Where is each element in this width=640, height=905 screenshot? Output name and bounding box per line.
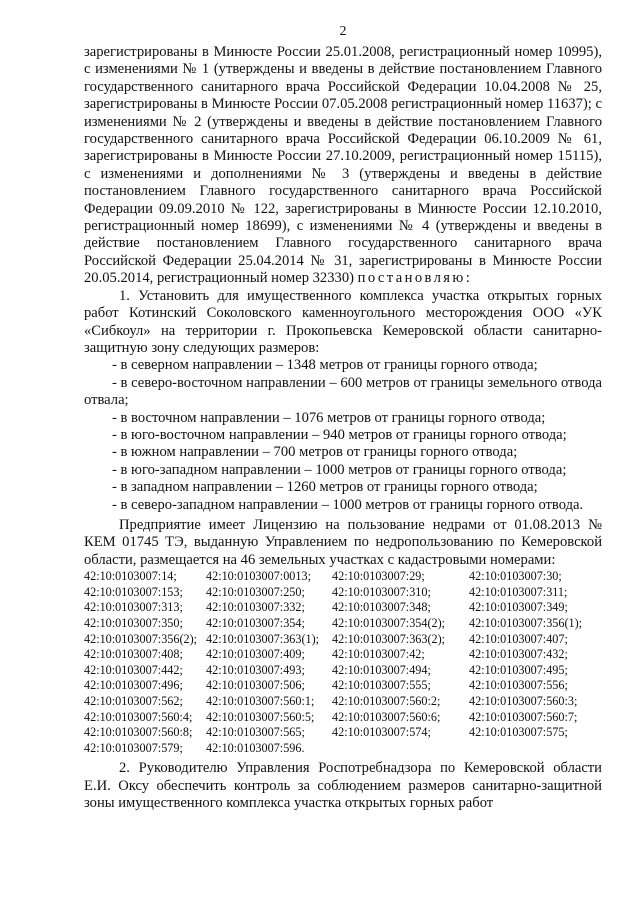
cadastral-number-list (84, 569, 602, 756)
license-paragraph: Предприятие имеет Лицензию на пользование недрами от 01.08.2013 № КЕМ 01745 ТЭ, выданную Управлением по недропользованию по Кемеровской области, размещается на 46 земельных участках с кадастровыми номерами: (84, 516, 602, 568)
cadastral-number: 42:10:0103007:494; (332, 662, 431, 677)
cadastral-number: 42:10:0103007:29; (332, 569, 425, 584)
cadastral-number: 42:10:0103007:409; (206, 647, 305, 662)
cadastral-number: 42:10:0103007:560:6; (332, 709, 441, 724)
decree-word: постановляю: (357, 270, 473, 287)
cadastral-number: 42:10:0103007:313; (84, 600, 183, 615)
point-2-paragraph: 2. Руководителю Управления Роспотребнадзора по Кемеровской области Е.И. Оксу обеспечить контроль за соблюдением размеров санитарно-защитной зоны имущественного комплекса участка открытых горных работ (84, 760, 602, 812)
cadastral-number: 42:10:0103007:42; (332, 647, 425, 662)
cadastral-number: 42:10:0103007:250; (206, 584, 305, 599)
cadastral-number: 42:10:0103007:555; (332, 678, 431, 693)
cadastral-number: 42:10:0103007:560:5; (206, 709, 315, 724)
distance-item: - в юго-западном направлении – 1000 метров от границы горного отвода; (112, 461, 567, 478)
cadastral-number: 42:10:0103007:556; (469, 678, 568, 693)
distance-item: - в восточном направлении – 1076 метров от границы горного отвода; (112, 409, 546, 426)
cadastral-number: 42:10:0103007:153; (84, 584, 183, 599)
cadastral-number: 42:10:0103007:560:4; (84, 709, 193, 724)
cadastral-number: 42:10:0103007:349; (469, 600, 568, 615)
cadastral-number: 42:10:0103007:14; (84, 569, 177, 584)
cadastral-number: 42:10:0103007:0013; (206, 569, 311, 584)
cadastral-number: 42:10:0103007:310; (332, 584, 431, 599)
cadastral-number: 42:10:0103007:562; (84, 693, 183, 708)
cadastral-number: 42:10:0103007:495; (469, 662, 568, 677)
cadastral-number: 42:10:0103007:560:7; (469, 709, 578, 724)
distance-item: - в северо-западном направлении – 1000 метров от границы горного отвода. (112, 496, 584, 513)
cadastral-number: 42:10:0103007:574; (332, 725, 431, 740)
cadastral-number: 42:10:0103007:565; (206, 725, 305, 740)
cadastral-number: 42:10:0103007:560:2; (332, 693, 441, 708)
cadastral-number: 42:10:0103007:363(2); (332, 631, 446, 646)
cadastral-number: 42:10:0103007:442; (84, 662, 183, 677)
cadastral-number: 42:10:0103007:560:1; (206, 693, 315, 708)
cadastral-number: 42:10:0103007:496; (84, 678, 183, 693)
distance-list (84, 357, 602, 514)
cadastral-number: 42:10:0103007:350; (84, 615, 183, 630)
cadastral-number: 42:10:0103007:506; (206, 678, 305, 693)
distance-item: - в северном направлении – 1348 метров от границы горного отвода; (112, 357, 538, 374)
distance-item: - в северо-восточном направлении – 600 метров от границы земельного отвода отвала; (84, 374, 602, 409)
page-number: 2 (339, 24, 347, 39)
distance-item: - в юго-восточном направлении – 940 метров от границы горного отвода; (112, 426, 567, 443)
cadastral-number: 42:10:0103007:560:8; (84, 725, 193, 740)
point-1-paragraph: 1. Установить для имущественного комплекса участка открытых горных работ Котинский Соколовского каменноугольного месторождения ООО «УК «Сибкоул» на территории г. Прокопьевска Кемеровской области санитарно-защитную зону следующих размеров: (84, 287, 602, 356)
cadastral-number: 42:10:0103007:356(1); (469, 615, 583, 630)
cadastral-number: 42:10:0103007:363(1); (206, 631, 320, 646)
intro-paragraph (84, 44, 602, 288)
distance-item: - в южном направлении – 700 метров от границы горного отвода; (112, 444, 518, 461)
cadastral-number: 42:10:0103007:354; (206, 615, 305, 630)
cadastral-number: 42:10:0103007:311; (469, 584, 568, 599)
cadastral-number: 42:10:0103007:408; (84, 647, 183, 662)
cadastral-number: 42:10:0103007:354(2); (332, 615, 446, 630)
cadastral-number: 42:10:0103007:348; (332, 600, 431, 615)
cadastral-number: 42:10:0103007:493; (206, 662, 305, 677)
document-body (84, 44, 602, 813)
cadastral-number: 42:10:0103007:356(2); (84, 631, 198, 646)
cadastral-number: 42:10:0103007:407; (469, 631, 568, 646)
cadastral-number: 42:10:0103007:575; (469, 725, 568, 740)
cadastral-number: 42:10:0103007:560:3; (469, 693, 578, 708)
cadastral-number: 42:10:0103007:596. (206, 740, 305, 755)
cadastral-number: 42:10:0103007:432; (469, 647, 568, 662)
cadastral-number: 42:10:0103007:30; (469, 569, 562, 584)
distance-item: - в западном направлении – 1260 метров от границы горного отвода; (112, 479, 538, 496)
intro-text: зарегистрированы в Минюсте России 25.01.2008, регистрационный номер 10995), с изменениями № 1 (утверждены и введены в действие постановлением Главного государственного санитарного врача Российской Федерации 10.04.2008 № 25, зарегистрированы в Минюсте России 07.05.2008 регистрационный номер 11637); с изменениями № 2 (утверждены и введены в действие постановлением Главного государственного санитарного врача Российской Федерации 06.10.2009 № 61, зарегистрированы в Минюсте России 27.10.2009, регистрационный номер 15115), с изменениями и дополнениями № 3 (утверждены и введены в действие постановлением Главного государственного санитарного врача Российской Федерации 09.09.2010 № 122, зарегистрированы в Минюсте России 12.10.2010, регистрационный номер 18699), с изменениями № 4 (утверждены и введены в действие постановлением Главного государственного санитарного врача Российской Федерации 25.04.2014 № 31, зарегистрированы в Минюсте России 20.05.2014, регистрационный номер 32330) (84, 44, 602, 287)
cadastral-number: 42:10:0103007:579; (84, 740, 183, 755)
cadastral-number: 42:10:0103007:332; (206, 600, 305, 615)
